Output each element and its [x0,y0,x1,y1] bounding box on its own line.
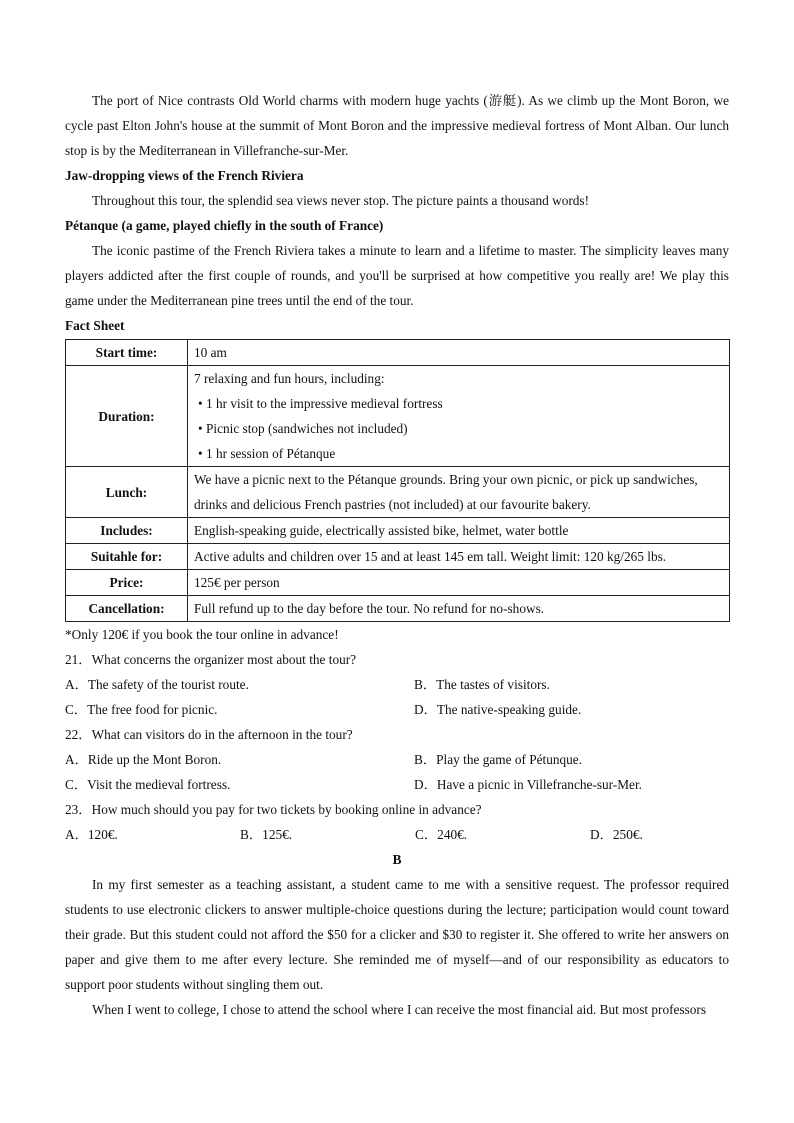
includes-value: English-speaking guide, electrically assisted bike, helmet, water bottle [188,518,730,544]
heading-views: Jaw-dropping views of the French Riviera [65,168,304,183]
option-d: D．Have a picnic in Villefranche-sur-Mer. [414,777,642,792]
option-b: B．Play the game of Pétunque. [414,752,583,767]
option-d: D．250€. [590,827,643,842]
options-row [65,697,729,722]
option-b: B．125€. [240,827,293,842]
option-b: B．The tastes of visitors. [414,677,550,692]
option-a: A．The safety of the tourist route. [65,677,249,692]
duration-item: • 1 hr visit to the impressive medieval fortress [198,396,443,411]
section-b-paragraph-2: When I went to college, I chose to attend the school where I can receive the most financial aid. But most professors [92,1002,707,1017]
lunch-value: We have a picnic next to the Pétanque grounds. Bring your own picnic, or pick up sandwiches, drinks and delicious French pastries (not included) at our favourite bakery. [188,467,730,518]
section-b-heading: B [392,852,402,867]
question-22: 22．What can visitors do in the afternoon in the tour? [65,727,353,742]
views-paragraph: Throughout this tour, the splendid sea views never stop. The picture paints a thousand words! [92,193,590,208]
includes-label: Includes: [66,518,188,544]
option-c: C．Visit the medieval fortress. [65,777,231,792]
option-c: C．The free food for picnic. [65,702,218,717]
option-d: D．The native-speaking guide. [414,702,582,717]
table-row [66,366,730,467]
price-note: *Only 120€ if you book the tour online in advance! [65,627,339,642]
table-row [66,544,730,570]
options-row [65,772,729,797]
question-21: 21．What concerns the organizer most about the tour? [65,652,357,667]
duration-value [188,366,730,467]
table-row [66,467,730,518]
question-23: 23．How much should you pay for two tickets by booking online in advance? [65,802,482,817]
table-row [66,596,730,622]
table-row [66,340,730,366]
fact-sheet-table [65,339,730,622]
suitable-label: Suitahle for: [66,544,188,570]
fact-sheet-title: Fact Sheet [65,318,125,333]
table-row [66,518,730,544]
duration-item: • 1 hr session of Pétanque [198,446,336,461]
duration-item: • Picnic stop (sandwiches not included) [198,421,408,436]
price-label: Price: [66,570,188,596]
price-value: 125€ per person [188,570,730,596]
cancel-label: Cancellation: [66,596,188,622]
duration-intro: 7 relaxing and fun hours, including: [194,371,385,386]
heading-petanque: Pétanque (a game, played chiefly in the south of France) [65,218,384,233]
option-c: C．240€. [415,827,468,842]
start-value: 10 am [188,340,730,366]
document-page [65,88,729,1022]
intro-paragraph: The port of Nice contrasts Old World charms with modern huge yachts (游艇). As we climb up the Mont Boron, we cycle past Elton John's house at the summit of Mont Boron and the impressive medieval fortress of Mont Alban. Our lunch stop is by the Mediterranean in Villefranche-sur-Mer. [65,93,729,158]
table-row [66,570,730,596]
cancel-value: Full refund up to the day before the tour. No refund for no-shows. [188,596,730,622]
options-row [65,672,729,697]
options-row [65,747,729,772]
option-a: A．Ride up the Mont Boron. [65,752,222,767]
suitable-value: Active adults and children over 15 and at least 145 em tall. Weight limit: 120 kg/265 lbs. [188,544,730,570]
section-b-paragraph-1: In my first semester as a teaching assistant, a student came to me with a sensitive request. The professor required students to use electronic clickers to answer multiple-choice questions during the lecture; participation would count toward their grade. But this student could not afford the $50 for a clicker and $30 to register it. She offered to write her answers on paper and give them to me after every lecture. She reminded me of myself—and of our responsibility as educators to support poor students without singling them out. [65,877,729,992]
lunch-label: Lunch: [66,467,188,518]
option-a: A．120€. [65,827,118,842]
petanque-paragraph: The iconic pastime of the French Riviera takes a minute to learn and a lifetime to master. The simplicity leaves many players addicted after the first couple of rounds, and you'll be surprised at how competitive you really are! We play this game under the Mediterranean pine trees until the end of the tour. [65,243,729,308]
options-row [65,822,729,847]
duration-label: Duration: [66,366,188,467]
start-label: Start time: [66,340,188,366]
